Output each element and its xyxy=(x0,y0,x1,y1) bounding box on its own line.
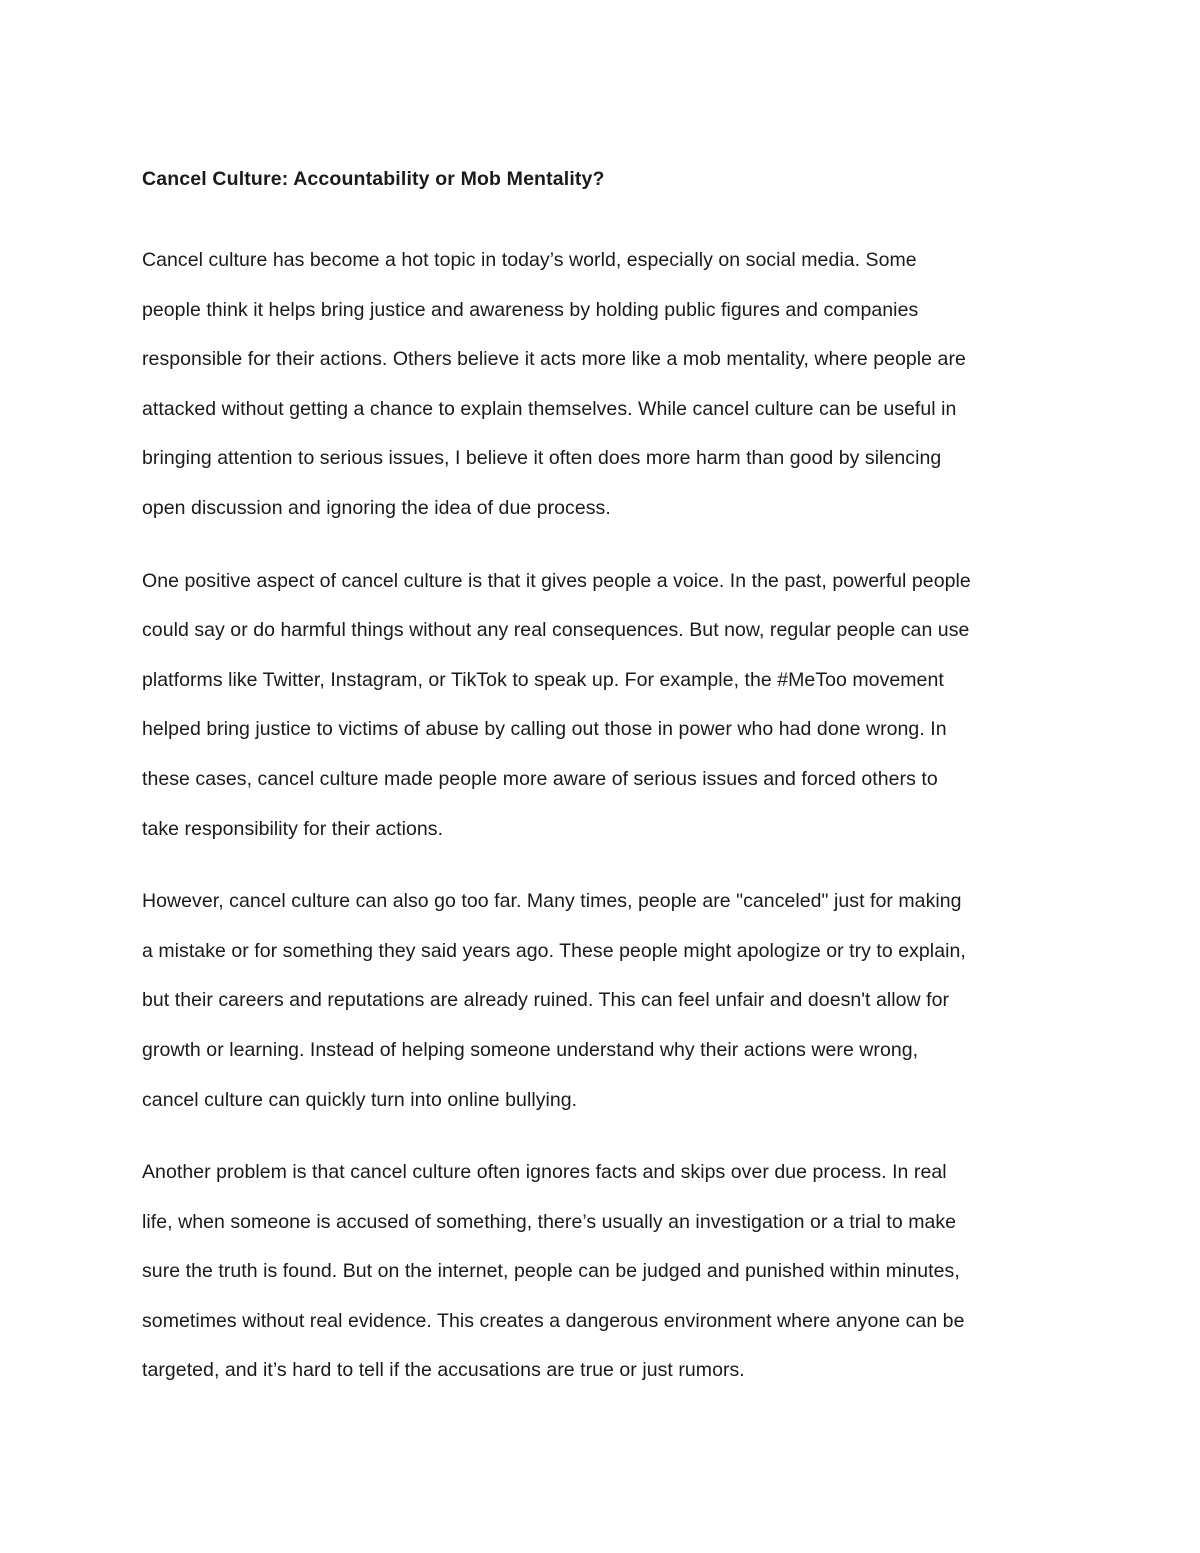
paragraph-line: bringing attention to serious issues, I believe it often does more harm than good by silencing xyxy=(142,447,942,470)
paragraph-3 xyxy=(142,877,1062,1125)
paragraph-2 xyxy=(142,557,1062,855)
paragraph-line: growth or learning. Instead of helping someone understand why their actions were wrong, xyxy=(142,1038,919,1061)
paragraph-line: take responsibility for their actions. xyxy=(142,817,444,840)
paragraph-line: these cases, cancel culture made people more aware of serious issues and forced others to xyxy=(142,767,938,790)
paragraph-line: people think it helps bring justice and awareness by holding public figures and companies xyxy=(142,298,919,321)
paragraph-line: targeted, and it’s hard to tell if the accusations are true or just rumors. xyxy=(142,1359,745,1382)
paragraph-line: platforms like Twitter, Instagram, or TikTok to speak up. For example, the #MeToo movement xyxy=(142,668,944,691)
paragraph-line: responsible for their actions. Others believe it acts more like a mob mentality, where people are xyxy=(142,348,966,371)
paragraph-line: Cancel culture has become a hot topic in today’s world, especially on social media. Some xyxy=(142,249,917,271)
paragraph-line: helped bring justice to victims of abuse by calling out those in power who had done wrong. In xyxy=(142,718,947,741)
document-title: Cancel Culture: Accountability or Mob Mentality? xyxy=(142,168,605,190)
paragraph-line: However, cancel culture can also go too far. Many times, people are "canceled" just for making xyxy=(142,890,962,913)
paragraph-4 xyxy=(142,1148,1062,1396)
paragraph-line: a mistake or for something they said years ago. These people might apologize or try to explain, xyxy=(142,939,966,962)
paragraph-line: cancel culture can quickly turn into online bullying. xyxy=(142,1088,578,1111)
paragraph-1 xyxy=(142,236,1062,534)
paragraph-line: sometimes without real evidence. This creates a dangerous environment where anyone can be xyxy=(142,1309,965,1332)
paragraph-line: attacked without getting a chance to explain themselves. While cancel culture can be useful in xyxy=(142,397,957,420)
paragraph-line: could say or do harmful things without any real consequences. But now, regular people can use xyxy=(142,619,970,642)
paragraph-line: One positive aspect of cancel culture is that it gives people a voice. In the past, powerful people xyxy=(142,569,971,592)
paragraph-line: open discussion and ignoring the idea of due process. xyxy=(142,496,611,519)
document-body xyxy=(142,164,1062,1419)
paragraph-line: sure the truth is found. But on the internet, people can be judged and punished within minutes, xyxy=(142,1260,960,1283)
paragraph-line: Another problem is that cancel culture often ignores facts and skips over due process. In real xyxy=(142,1161,947,1184)
paragraph-line: life, when someone is accused of something, there’s usually an investigation or a trial to make xyxy=(142,1210,957,1233)
paragraph-line: but their careers and reputations are already ruined. This can feel unfair and doesn't allow for xyxy=(142,989,950,1012)
